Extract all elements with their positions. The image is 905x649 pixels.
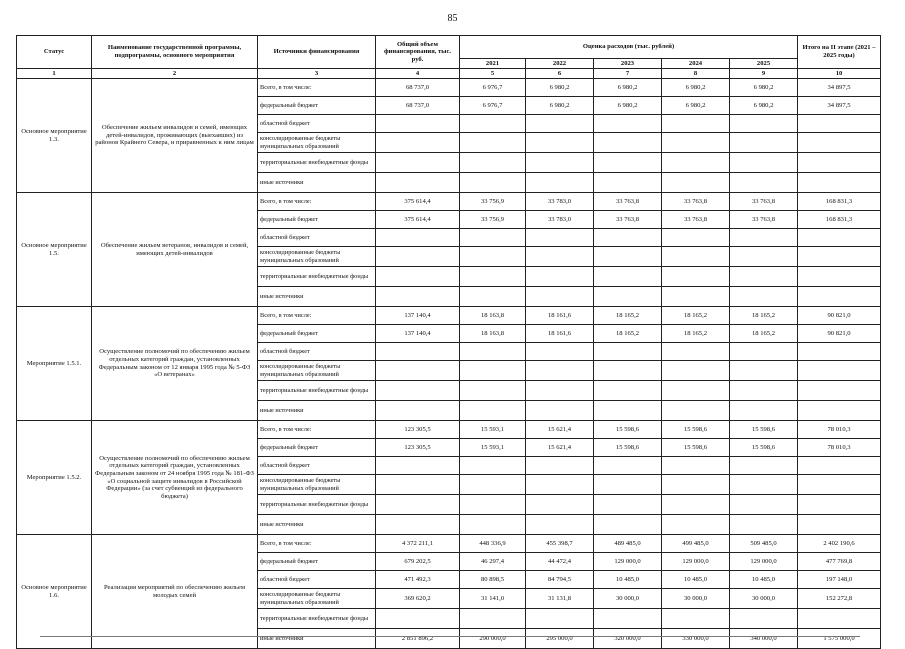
measure-status: Основное мероприятие 1.6. <box>17 535 92 649</box>
funding-source: Всего, в том числе: <box>258 307 376 325</box>
measure-name: Осуществление полномочий по обеспечению жильем отдельных категорий граждан, установленных Федеральным законом от 12 января 1995 года № 5-ФЗ «О ветеранах» <box>92 307 258 421</box>
total-funding-cell <box>376 381 460 401</box>
bottom-divider <box>40 636 860 637</box>
year-value-cell: 18 165,2 <box>594 307 662 325</box>
year-value-cell: 499 485,0 <box>662 535 730 553</box>
table-row <box>17 193 881 211</box>
total-funding-cell: 375 614,4 <box>376 193 460 211</box>
year-value-cell <box>526 173 594 193</box>
stage-total-cell <box>798 515 881 535</box>
year-value-cell: 31 131,8 <box>526 589 594 609</box>
year-value-cell <box>460 361 526 381</box>
stage-total-cell <box>798 609 881 629</box>
year-value-cell: 33 763,8 <box>662 211 730 229</box>
year-value-cell <box>730 247 798 267</box>
measure-status: Мероприятие 1.5.1. <box>17 307 92 421</box>
year-value-cell <box>730 381 798 401</box>
year-value-cell <box>594 229 662 247</box>
year-value-cell <box>730 515 798 535</box>
year-value-cell: 33 763,8 <box>594 193 662 211</box>
year-value-cell: 6 980,2 <box>526 79 594 97</box>
year-value-cell <box>526 229 594 247</box>
funding-source: консолидированные бюджеты муниципальных образований <box>258 475 376 495</box>
funding-source: территориальные внебюджетные фонды <box>258 267 376 287</box>
funding-source: иные источники <box>258 401 376 421</box>
year-value-cell: 18 161,6 <box>526 307 594 325</box>
stage-total-cell <box>798 343 881 361</box>
year-value-cell: 18 165,2 <box>662 325 730 343</box>
funding-source: территориальные внебюджетные фонды <box>258 609 376 629</box>
table-row <box>17 535 881 553</box>
stage-total-cell: 90 821,0 <box>798 307 881 325</box>
stage-total-cell <box>798 115 881 133</box>
year-value-cell <box>526 267 594 287</box>
stage-total-cell: 1 575 000,0 <box>798 629 881 649</box>
header-total: Общий объем финансирования, тыс. руб. <box>376 36 460 69</box>
stage-total-cell: 34 897,5 <box>798 79 881 97</box>
funding-source: федеральный бюджет <box>258 439 376 457</box>
year-value-cell <box>460 401 526 421</box>
funding-source: областной бюджет <box>258 115 376 133</box>
funding-source: федеральный бюджет <box>258 97 376 115</box>
year-value-cell <box>662 153 730 173</box>
year-value-cell <box>594 133 662 153</box>
total-funding-cell <box>376 457 460 475</box>
year-value-cell <box>662 287 730 307</box>
year-value-cell <box>526 495 594 515</box>
year-value-cell: 15 598,6 <box>662 439 730 457</box>
year-value-cell: 31 141,0 <box>460 589 526 609</box>
stage-total-cell <box>798 247 881 267</box>
stage-total-cell <box>798 287 881 307</box>
stage-total-cell <box>798 361 881 381</box>
year-value-cell <box>460 173 526 193</box>
total-funding-cell: 68 737,0 <box>376 97 460 115</box>
header-estimate: Оценка расходов (тыс. рублей) <box>460 36 798 59</box>
total-funding-cell: 68 737,0 <box>376 79 460 97</box>
measure-name: Реализация мероприятий по обеспечению жильем молодых семей <box>92 535 258 649</box>
total-funding-cell: 123 305,5 <box>376 421 460 439</box>
year-value-cell: 33 783,0 <box>526 211 594 229</box>
funding-source: консолидированные бюджеты муниципальных образований <box>258 247 376 267</box>
total-funding-cell <box>376 343 460 361</box>
year-value-cell <box>460 475 526 495</box>
stage-total-cell <box>798 267 881 287</box>
year-value-cell <box>730 475 798 495</box>
year-value-cell <box>662 247 730 267</box>
year-value-cell <box>526 515 594 535</box>
year-value-cell: 10 485,0 <box>662 571 730 589</box>
year-value-cell <box>526 133 594 153</box>
year-value-cell: 15 598,6 <box>594 421 662 439</box>
column-number: 4 <box>376 69 460 79</box>
year-value-cell <box>730 495 798 515</box>
funding-source: консолидированные бюджеты муниципальных образований <box>258 133 376 153</box>
year-value-cell <box>594 495 662 515</box>
year-value-cell: 15 598,6 <box>662 421 730 439</box>
page-number: 85 <box>447 13 458 24</box>
year-value-cell: 15 621,4 <box>526 421 594 439</box>
year-value-cell: 129 000,0 <box>730 553 798 571</box>
measure-name: Обеспечение жильем ветеранов, инвалидов и семей, имеющих детей-инвалидов <box>92 193 258 307</box>
year-value-cell: 320 000,0 <box>594 629 662 649</box>
header-source: Источники финансирования <box>258 36 376 69</box>
year-value-cell <box>460 343 526 361</box>
year-value-cell <box>594 381 662 401</box>
year-value-cell: 33 783,0 <box>526 193 594 211</box>
year-value-cell <box>730 361 798 381</box>
year-value-cell: 295 000,0 <box>526 629 594 649</box>
stage-total-cell: 168 831,3 <box>798 211 881 229</box>
measure-name: Обеспечение жильем инвалидов и семей, имеющих детей-инвалидов, проживающих (выехавших) из районов Крайнего Севера, и приравненных к ним лицам <box>92 79 258 193</box>
year-value-cell: 6 980,2 <box>594 79 662 97</box>
year-value-cell: 489 485,0 <box>594 535 662 553</box>
year-value-cell: 18 163,8 <box>460 307 526 325</box>
total-funding-cell <box>376 401 460 421</box>
column-numbers-row <box>17 69 881 79</box>
year-value-cell: 33 756,9 <box>460 211 526 229</box>
table-header <box>17 36 881 79</box>
total-funding-cell <box>376 361 460 381</box>
year-value-cell: 18 165,2 <box>730 325 798 343</box>
year-value-cell: 46 297,4 <box>460 553 526 571</box>
year-value-cell: 18 165,2 <box>594 325 662 343</box>
year-value-cell <box>460 133 526 153</box>
year-value-cell <box>526 361 594 381</box>
funding-source: иные источники <box>258 287 376 307</box>
total-funding-cell: 375 614,4 <box>376 211 460 229</box>
funding-source: иные источники <box>258 173 376 193</box>
stage-total-cell <box>798 457 881 475</box>
year-value-cell: 18 163,8 <box>460 325 526 343</box>
total-funding-cell: 123 305,5 <box>376 439 460 457</box>
year-value-cell: 33 763,8 <box>594 211 662 229</box>
year-value-cell <box>460 153 526 173</box>
stage-total-cell <box>798 401 881 421</box>
year-value-cell <box>460 267 526 287</box>
column-number: 1 <box>17 69 92 79</box>
year-value-cell <box>662 401 730 421</box>
year-value-cell <box>730 401 798 421</box>
total-funding-cell <box>376 153 460 173</box>
stage-total-cell: 90 821,0 <box>798 325 881 343</box>
year-value-cell <box>460 381 526 401</box>
year-value-cell <box>662 173 730 193</box>
stage-total-cell: 78 010,3 <box>798 439 881 457</box>
year-value-cell <box>662 609 730 629</box>
year-value-cell <box>730 609 798 629</box>
year-value-cell <box>460 247 526 267</box>
year-value-cell: 129 000,0 <box>662 553 730 571</box>
year-value-cell <box>662 343 730 361</box>
year-value-cell: 15 598,6 <box>594 439 662 457</box>
stage-total-cell <box>798 173 881 193</box>
year-value-cell: 30 000,0 <box>730 589 798 609</box>
total-funding-cell <box>376 133 460 153</box>
year-value-cell: 18 161,6 <box>526 325 594 343</box>
year-value-cell: 340 000,0 <box>730 629 798 649</box>
stage-total-cell: 197 148,0 <box>798 571 881 589</box>
total-funding-cell <box>376 515 460 535</box>
total-funding-cell: 137 140,4 <box>376 307 460 325</box>
total-funding-cell <box>376 495 460 515</box>
year-value-cell: 6 980,2 <box>526 97 594 115</box>
table-row <box>17 421 881 439</box>
stage-total-cell: 78 010,3 <box>798 421 881 439</box>
year-value-cell: 330 000,0 <box>662 629 730 649</box>
year-value-cell <box>460 457 526 475</box>
year-value-cell <box>526 115 594 133</box>
funding-source: территориальные внебюджетные фонды <box>258 495 376 515</box>
year-value-cell <box>460 287 526 307</box>
measure-status: Основное мероприятие 1.5. <box>17 193 92 307</box>
funding-source: федеральный бюджет <box>258 211 376 229</box>
year-value-cell: 6 980,2 <box>662 79 730 97</box>
stage-total-cell <box>798 153 881 173</box>
year-value-cell <box>460 115 526 133</box>
header-name: Наименование государственной программы, подпрограммы, основного мероприятия <box>92 36 258 69</box>
year-value-cell <box>730 267 798 287</box>
year-value-cell <box>460 229 526 247</box>
year-value-cell <box>594 173 662 193</box>
year-value-cell <box>526 401 594 421</box>
year-value-cell <box>460 515 526 535</box>
year-value-cell: 44 472,4 <box>526 553 594 571</box>
year-value-cell <box>594 267 662 287</box>
year-value-cell: 448 336,9 <box>460 535 526 553</box>
total-funding-cell <box>376 229 460 247</box>
funding-source: консолидированные бюджеты муниципальных образований <box>258 361 376 381</box>
total-funding-cell <box>376 609 460 629</box>
year-value-cell: 84 794,5 <box>526 571 594 589</box>
funding-source: Всего, в том числе: <box>258 421 376 439</box>
funding-source: Всего, в том числе: <box>258 535 376 553</box>
year-value-cell: 15 598,6 <box>730 439 798 457</box>
total-funding-cell: 2 851 896,2 <box>376 629 460 649</box>
year-value-cell: 455 398,7 <box>526 535 594 553</box>
stage-total-cell <box>798 495 881 515</box>
header-status: Статус <box>17 36 92 69</box>
stage-total-cell <box>798 475 881 495</box>
column-number: 2 <box>92 69 258 79</box>
year-value-cell <box>594 361 662 381</box>
year-value-cell <box>526 343 594 361</box>
column-number: 8 <box>662 69 730 79</box>
year-value-cell <box>594 343 662 361</box>
year-value-cell <box>594 609 662 629</box>
year-value-cell <box>730 457 798 475</box>
year-value-cell <box>662 457 730 475</box>
year-value-cell: 6 980,2 <box>662 97 730 115</box>
year-value-cell <box>662 133 730 153</box>
year-value-cell <box>662 361 730 381</box>
year-value-cell <box>730 173 798 193</box>
total-funding-cell <box>376 287 460 307</box>
funding-source: консолидированные бюджеты муниципальных образований <box>258 589 376 609</box>
year-value-cell: 80 898,5 <box>460 571 526 589</box>
total-funding-cell <box>376 173 460 193</box>
year-value-cell: 6 980,2 <box>730 97 798 115</box>
year-value-cell <box>662 495 730 515</box>
table-body <box>17 79 881 649</box>
stage-total-cell: 34 897,5 <box>798 97 881 115</box>
year-value-cell <box>662 515 730 535</box>
stage-total-cell: 2 402 190,6 <box>798 535 881 553</box>
measure-name: Осуществление полномочий по обеспечению жильем отдельных категорий граждан, установленных Федеральным законом от 24 ноября 1995 года № 181-ФЗ «О социальной защите инвалидов в Российской Федерации» (за счет субвенций из федерального бюджета) <box>92 421 258 535</box>
header-year: 2025 <box>730 59 798 69</box>
year-value-cell <box>730 229 798 247</box>
funding-source: иные источники <box>258 629 376 649</box>
year-value-cell <box>526 287 594 307</box>
year-value-cell <box>526 609 594 629</box>
year-value-cell <box>662 229 730 247</box>
year-value-cell <box>594 153 662 173</box>
funding-source: федеральный бюджет <box>258 553 376 571</box>
year-value-cell <box>730 153 798 173</box>
table-row <box>17 79 881 97</box>
year-value-cell <box>460 495 526 515</box>
year-value-cell: 6 980,2 <box>730 79 798 97</box>
year-value-cell: 33 756,9 <box>460 193 526 211</box>
total-funding-cell: 471 492,3 <box>376 571 460 589</box>
year-value-cell: 15 593,1 <box>460 439 526 457</box>
header-year: 2021 <box>460 59 526 69</box>
stage-total-cell: 477 769,8 <box>798 553 881 571</box>
header-stage-total: Итого на II этапе (2021 – 2025 годы) <box>798 36 881 69</box>
year-value-cell <box>594 115 662 133</box>
year-value-cell <box>526 457 594 475</box>
year-value-cell: 30 000,0 <box>594 589 662 609</box>
total-funding-cell <box>376 247 460 267</box>
budget-table <box>16 35 881 649</box>
total-funding-cell: 4 372 211,1 <box>376 535 460 553</box>
year-value-cell: 15 621,4 <box>526 439 594 457</box>
year-value-cell: 129 000,0 <box>594 553 662 571</box>
year-value-cell: 15 593,1 <box>460 421 526 439</box>
year-value-cell <box>594 401 662 421</box>
year-value-cell: 33 763,8 <box>730 211 798 229</box>
year-value-cell: 6 976,7 <box>460 79 526 97</box>
funding-source: областной бюджет <box>258 343 376 361</box>
stage-total-cell: 168 831,3 <box>798 193 881 211</box>
year-value-cell <box>594 457 662 475</box>
year-value-cell: 6 976,7 <box>460 97 526 115</box>
funding-source: Всего, в том числе: <box>258 79 376 97</box>
column-number: 6 <box>526 69 594 79</box>
column-number: 9 <box>730 69 798 79</box>
funding-source: иные источники <box>258 515 376 535</box>
year-value-cell <box>730 343 798 361</box>
column-number: 3 <box>258 69 376 79</box>
year-value-cell: 30 000,0 <box>662 589 730 609</box>
column-number: 10 <box>798 69 881 79</box>
header-year: 2024 <box>662 59 730 69</box>
stage-total-cell <box>798 133 881 153</box>
funding-source: областной бюджет <box>258 571 376 589</box>
year-value-cell <box>594 515 662 535</box>
year-value-cell <box>730 133 798 153</box>
header-year: 2022 <box>526 59 594 69</box>
funding-source: федеральный бюджет <box>258 325 376 343</box>
year-value-cell <box>594 247 662 267</box>
year-value-cell <box>662 267 730 287</box>
year-value-cell <box>662 115 730 133</box>
measure-status: Основное мероприятие 1.3. <box>17 79 92 193</box>
year-value-cell <box>730 115 798 133</box>
measure-status: Мероприятие 1.5.2. <box>17 421 92 535</box>
funding-source: территориальные внебюджетные фонды <box>258 153 376 173</box>
year-value-cell <box>594 475 662 495</box>
year-value-cell: 18 165,2 <box>662 307 730 325</box>
table-row <box>17 307 881 325</box>
total-funding-cell <box>376 475 460 495</box>
column-number: 5 <box>460 69 526 79</box>
year-value-cell: 10 485,0 <box>730 571 798 589</box>
stage-total-cell: 152 272,8 <box>798 589 881 609</box>
funding-source: областной бюджет <box>258 457 376 475</box>
year-value-cell: 509 485,0 <box>730 535 798 553</box>
total-funding-cell: 369 620,2 <box>376 589 460 609</box>
total-funding-cell: 137 140,4 <box>376 325 460 343</box>
funding-source: Всего, в том числе: <box>258 193 376 211</box>
stage-total-cell <box>798 229 881 247</box>
stage-total-cell <box>798 381 881 401</box>
funding-source: территориальные внебюджетные фонды <box>258 381 376 401</box>
year-value-cell <box>526 475 594 495</box>
year-value-cell: 33 763,8 <box>730 193 798 211</box>
year-value-cell: 10 485,0 <box>594 571 662 589</box>
year-value-cell <box>460 609 526 629</box>
year-value-cell <box>526 153 594 173</box>
total-funding-cell <box>376 267 460 287</box>
year-value-cell: 290 000,0 <box>460 629 526 649</box>
year-value-cell: 6 980,2 <box>594 97 662 115</box>
year-value-cell <box>662 381 730 401</box>
year-value-cell <box>594 287 662 307</box>
year-value-cell <box>526 381 594 401</box>
year-value-cell: 18 165,2 <box>730 307 798 325</box>
year-value-cell: 33 763,8 <box>662 193 730 211</box>
year-value-cell <box>730 287 798 307</box>
year-value-cell: 15 598,6 <box>730 421 798 439</box>
column-number: 7 <box>594 69 662 79</box>
header-year: 2023 <box>594 59 662 69</box>
year-value-cell <box>662 475 730 495</box>
total-funding-cell: 679 202,5 <box>376 553 460 571</box>
funding-source: областной бюджет <box>258 229 376 247</box>
total-funding-cell <box>376 115 460 133</box>
year-value-cell <box>526 247 594 267</box>
